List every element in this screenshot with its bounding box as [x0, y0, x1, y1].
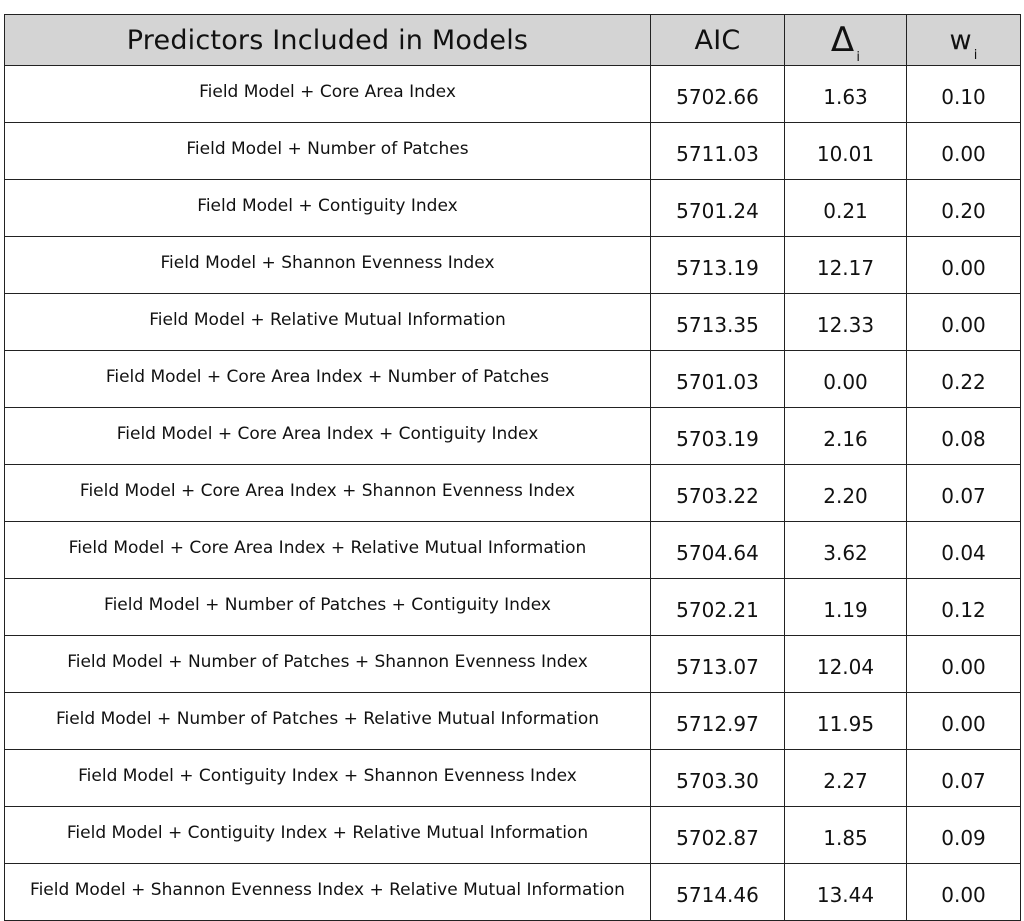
aic-cell: 5713.19 [651, 237, 785, 294]
table-row [5, 636, 1021, 693]
delta-subscript: i [856, 50, 861, 65]
predictors-cell: Field Model + Contiguity Index [5, 180, 651, 237]
weight-cell: 0.07 [907, 750, 1021, 807]
weight-cell: 0.00 [907, 294, 1021, 351]
aic-cell: 5713.35 [651, 294, 785, 351]
delta-cell: 2.20 [785, 465, 907, 522]
predictors-cell: Field Model + Number of Patches [5, 123, 651, 180]
predictors-cell: Field Model + Number of Patches + Shannon Evenness Index [5, 636, 651, 693]
predictors-cell: Field Model + Core Area Index + Relative Mutual Information [5, 522, 651, 579]
header-aic: AIC [651, 15, 785, 66]
predictors-cell: Field Model + Core Area Index [5, 66, 651, 123]
weight-subscript: i [973, 47, 978, 63]
delta-cell: 3.62 [785, 522, 907, 579]
weight-cell: 0.12 [907, 579, 1021, 636]
table-row [5, 180, 1021, 237]
aic-cell: 5703.22 [651, 465, 785, 522]
table-row [5, 579, 1021, 636]
table-row [5, 237, 1021, 294]
predictors-cell: Field Model + Shannon Evenness Index [5, 237, 651, 294]
weight-cell: 0.04 [907, 522, 1021, 579]
delta-cell: 13.44 [785, 864, 907, 921]
aic-cell: 5703.30 [651, 750, 785, 807]
weight-cell: 0.08 [907, 408, 1021, 465]
table-row [5, 351, 1021, 408]
weight-cell: 0.07 [907, 465, 1021, 522]
weight-cell: 0.00 [907, 123, 1021, 180]
aic-cell: 5702.87 [651, 807, 785, 864]
predictors-cell: Field Model + Number of Patches + Contiguity Index [5, 579, 651, 636]
predictors-cell: Field Model + Contiguity Index + Relative Mutual Information [5, 807, 651, 864]
delta-cell: 2.27 [785, 750, 907, 807]
predictors-cell: Field Model + Shannon Evenness Index + Relative Mutual Information [5, 864, 651, 921]
table-row [5, 864, 1021, 921]
header-predictors: Predictors Included in Models [5, 15, 651, 66]
table-row [5, 294, 1021, 351]
delta-cell: 10.01 [785, 123, 907, 180]
aic-cell: 5711.03 [651, 123, 785, 180]
header-weight [907, 15, 1021, 66]
weight-cell: 0.22 [907, 351, 1021, 408]
aic-cell: 5712.97 [651, 693, 785, 750]
aic-cell: 5713.07 [651, 636, 785, 693]
weight-symbol: w [949, 24, 972, 56]
weight-cell: 0.10 [907, 66, 1021, 123]
delta-cell: 0.21 [785, 180, 907, 237]
weight-cell: 0.00 [907, 636, 1021, 693]
predictors-cell: Field Model + Contiguity Index + Shannon Evenness Index [5, 750, 651, 807]
model-selection-table [4, 14, 1021, 921]
aic-cell: 5701.03 [651, 351, 785, 408]
delta-cell: 1.19 [785, 579, 907, 636]
weight-cell: 0.09 [907, 807, 1021, 864]
aic-cell: 5704.64 [651, 522, 785, 579]
delta-cell: 12.17 [785, 237, 907, 294]
table-row [5, 807, 1021, 864]
delta-cell: 12.33 [785, 294, 907, 351]
delta-cell: 2.16 [785, 408, 907, 465]
aic-cell: 5714.46 [651, 864, 785, 921]
table-header [5, 15, 1021, 66]
weight-cell: 0.00 [907, 693, 1021, 750]
table-body [5, 66, 1021, 921]
delta-cell: 11.95 [785, 693, 907, 750]
weight-cell: 0.00 [907, 237, 1021, 294]
aic-cell: 5701.24 [651, 180, 785, 237]
table-row [5, 465, 1021, 522]
predictors-cell: Field Model + Number of Patches + Relative Mutual Information [5, 693, 651, 750]
header-delta [785, 15, 907, 66]
table-row [5, 123, 1021, 180]
aic-cell: 5702.21 [651, 579, 785, 636]
weight-cell: 0.00 [907, 864, 1021, 921]
table-row [5, 66, 1021, 123]
table-row [5, 408, 1021, 465]
aic-cell: 5702.66 [651, 66, 785, 123]
delta-cell: 1.63 [785, 66, 907, 123]
table-row [5, 693, 1021, 750]
weight-cell: 0.20 [907, 180, 1021, 237]
delta-cell: 1.85 [785, 807, 907, 864]
table-row [5, 750, 1021, 807]
delta-cell: 0.00 [785, 351, 907, 408]
aic-cell: 5703.19 [651, 408, 785, 465]
predictors-cell: Field Model + Core Area Index + Shannon Evenness Index [5, 465, 651, 522]
delta-symbol: Δ [830, 20, 855, 60]
predictors-cell: Field Model + Core Area Index + Contiguity Index [5, 408, 651, 465]
table-row [5, 522, 1021, 579]
predictors-cell: Field Model + Relative Mutual Information [5, 294, 651, 351]
predictors-cell: Field Model + Core Area Index + Number of Patches [5, 351, 651, 408]
header-row [5, 15, 1021, 66]
delta-cell: 12.04 [785, 636, 907, 693]
